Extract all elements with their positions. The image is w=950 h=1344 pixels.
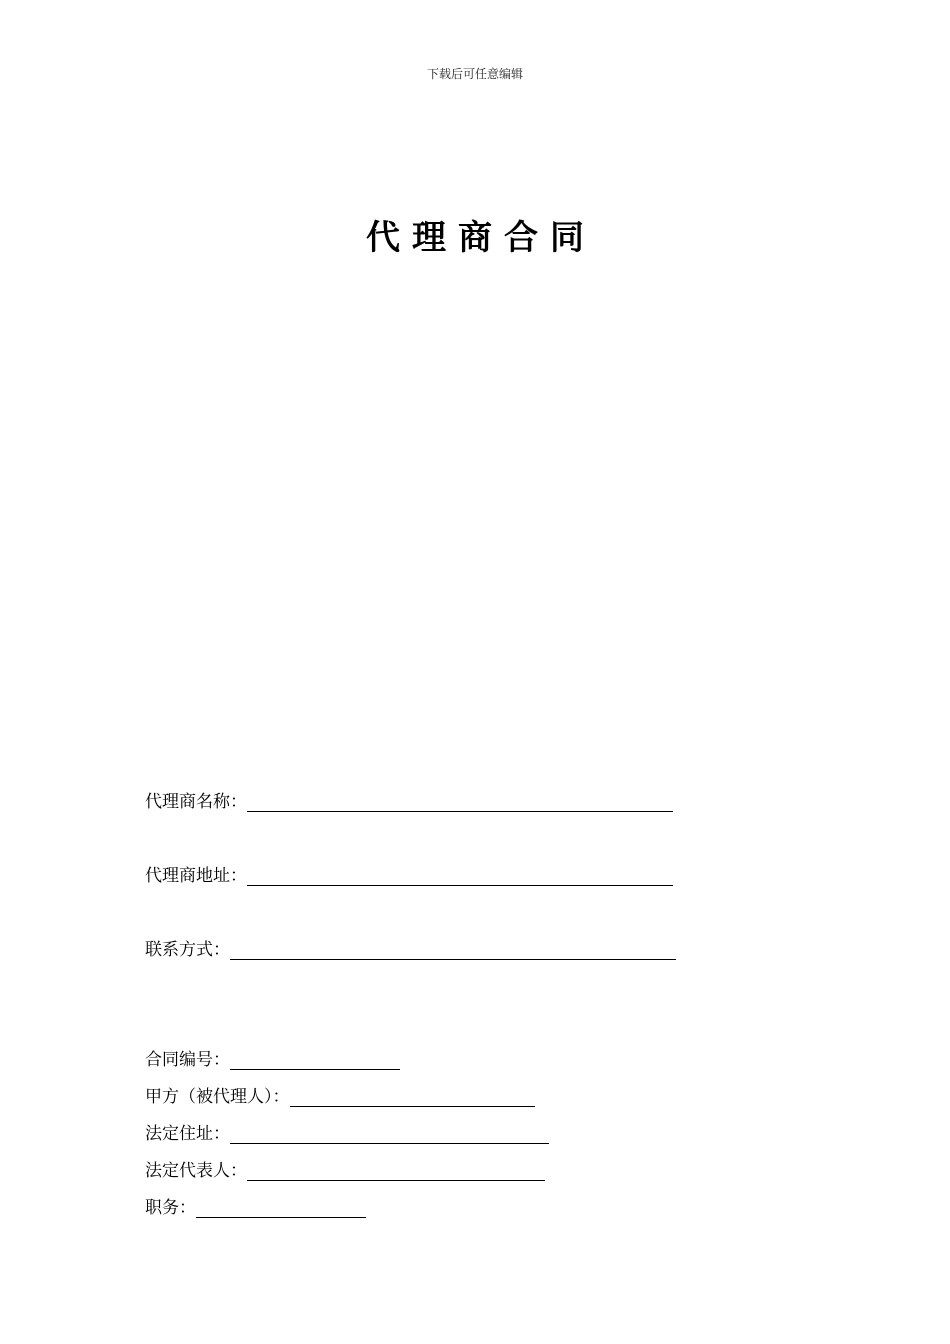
legal-representative-label: 法定代表人： xyxy=(145,1161,247,1181)
contract-number-label: 合同编号： xyxy=(145,1050,230,1070)
legal-address-label: 法定住址： xyxy=(145,1124,230,1144)
agent-name-field xyxy=(145,790,673,814)
legal-address-field xyxy=(145,1122,549,1146)
party-a-field xyxy=(145,1085,535,1109)
legal-representative-blank[interactable] xyxy=(247,1160,545,1181)
party-a-label: 甲方（被代理人）： xyxy=(145,1087,290,1107)
contract-number-field xyxy=(145,1048,400,1072)
agent-address-field xyxy=(145,864,673,888)
contact-blank[interactable] xyxy=(230,939,676,960)
legal-address-blank[interactable] xyxy=(230,1123,549,1144)
contract-number-blank[interactable] xyxy=(230,1049,400,1070)
header-note: 下载后可任意编辑 xyxy=(426,67,523,81)
agent-address-label: 代理商地址： xyxy=(145,866,247,886)
agent-name-label: 代理商名称： xyxy=(145,792,247,812)
party-a-blank[interactable] xyxy=(290,1086,535,1107)
agent-name-blank[interactable] xyxy=(247,791,673,812)
position-blank[interactable] xyxy=(196,1197,366,1218)
legal-representative-field xyxy=(145,1159,545,1183)
position-field xyxy=(145,1196,366,1220)
document-title: 代理商合同 xyxy=(366,218,596,258)
position-label: 职务： xyxy=(145,1198,196,1218)
contact-label: 联系方式： xyxy=(145,940,230,960)
agent-address-blank[interactable] xyxy=(247,865,673,886)
contact-field xyxy=(145,938,676,962)
